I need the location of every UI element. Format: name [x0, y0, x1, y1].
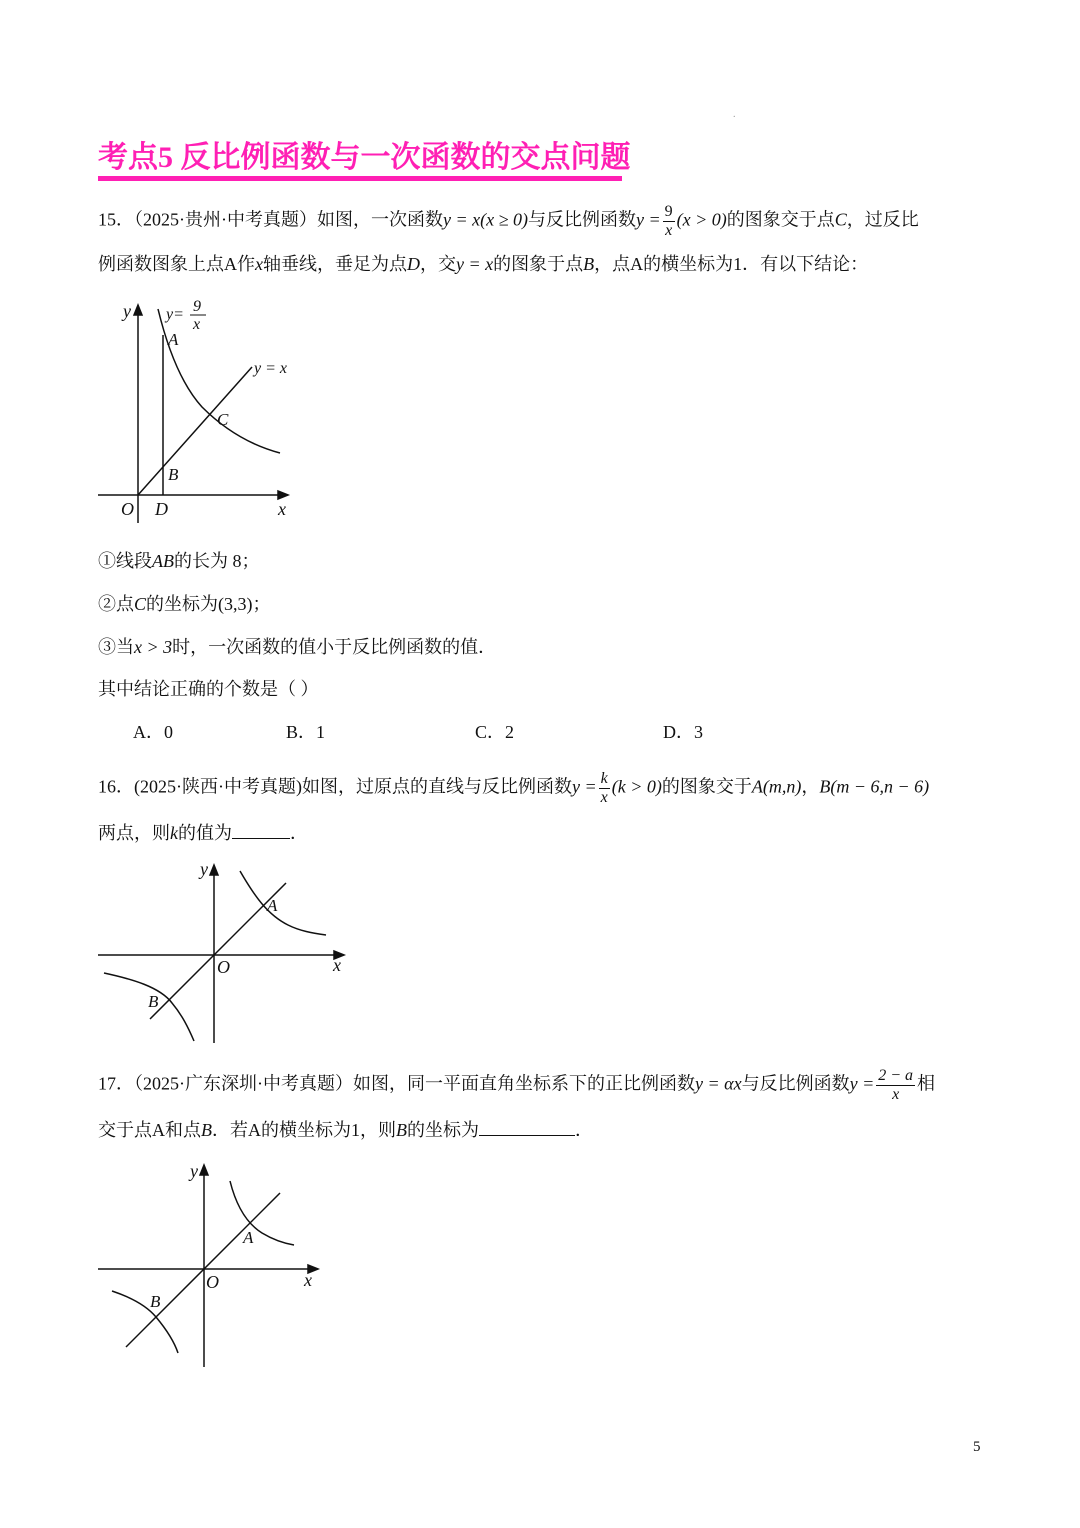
label-y: y — [123, 301, 131, 321]
q16-figure — [90, 855, 350, 1045]
section-title: 考点5 反比例函数与一次函数的交点问题 — [98, 141, 631, 174]
page-number: 5 — [973, 1439, 981, 1455]
q15-option-a[interactable]: A．0 — [133, 722, 173, 742]
label-curve-num: 9 — [193, 298, 201, 315]
label-A: A — [243, 1228, 254, 1247]
q15-conclusion-2: ②点C的坐标为(3,3)； — [98, 594, 271, 614]
q16-line1: 16．(2025·陕西·中考真题)如图，过原点的直线与反比例函数y = $\frac{k}{x}$ (k > 0)的图象交于A(m,n)，B(m − 6,n − 6) — [98, 770, 930, 806]
section-title-underline — [98, 176, 622, 181]
label-x: x — [304, 1270, 312, 1290]
label-y: y — [190, 1161, 198, 1181]
label-A: A — [168, 330, 179, 349]
line-y-equals-x — [138, 367, 252, 495]
q16-fraction: $\frac{k}{x}$ — [600, 770, 608, 806]
line-through-origin — [150, 883, 286, 1019]
y-axis-arrow — [200, 1165, 208, 1175]
label-x: x — [333, 955, 341, 975]
label-curve-pre: y= — [166, 306, 184, 323]
label-C: C — [217, 410, 229, 429]
q15-option-d[interactable]: D．3 — [663, 722, 703, 742]
x-axis-arrow — [278, 491, 288, 499]
label-line-eq: y = x — [254, 360, 287, 377]
label-curve-den: x — [193, 316, 201, 333]
label-A: A — [267, 896, 278, 915]
q15-formula-pre: y = — [635, 209, 661, 230]
label-B: B — [148, 992, 159, 1011]
curve-quadrant-1 — [230, 1181, 294, 1245]
y-axis-arrow — [210, 865, 218, 875]
label-x: x — [278, 499, 286, 519]
q15-line2: 例函数图象上点A作x轴垂线，垂足为点D，交y = x的图象于点B，点A的横坐标为1．有以下结论： — [98, 254, 869, 274]
q15-option-c[interactable]: C．2 — [475, 722, 515, 742]
curve-quadrant-3 — [112, 1291, 178, 1353]
label-O: O — [206, 1272, 219, 1292]
q17-fraction: $\frac{2 - a}{x}$ — [878, 1067, 914, 1103]
curve-quadrant-1 — [240, 871, 326, 935]
q17-figure — [90, 1155, 330, 1370]
label-B: B — [150, 1292, 161, 1311]
label-D: D — [155, 499, 168, 519]
y-axis-arrow — [134, 305, 142, 315]
label-O: O — [217, 957, 230, 977]
label-O: O — [121, 499, 134, 519]
label-B: B — [168, 465, 179, 484]
q15-figure — [90, 295, 300, 527]
q15-text: 15．（2025·贵州·中考真题）如图，一次函数 — [98, 209, 443, 230]
q15-fraction: $\frac{9}{x}$ — [664, 203, 673, 239]
line-through-origin — [126, 1193, 280, 1347]
q15-text: 与反比例函数 — [527, 209, 636, 230]
q17-line2: 交于点A和点B．若A的横坐标为1，则B的坐标为 ． — [98, 1117, 593, 1141]
q15-ask: 其中结论正确的个数是（ ） — [98, 679, 319, 699]
q15-formula-linear: y = x(x ≥ 0) — [443, 209, 528, 230]
q15-option-b[interactable]: B．1 — [286, 722, 326, 742]
q15-formula-domain: (x > 0) — [676, 209, 727, 230]
header-dot: . — [733, 109, 736, 120]
q16-line2: 两点，则k的值为 ． — [98, 820, 308, 844]
q17-answer-blank[interactable] — [479, 1117, 575, 1136]
q15-line1: 15．（2025·贵州·中考真题）如图，一次函数y = x(x ≥ 0)与反比例函数y = $\frac{9}{x}$ (x > 0)的图象交于点C，过反比 — [98, 203, 919, 239]
q17-line1: 17．（2025·广东深圳·中考真题）如图，同一平面直角坐标系下的正比例函数y = αx与反比例函数y = $\frac{2 - a}{x}$ 相 — [98, 1067, 936, 1103]
q16-answer-blank[interactable] — [232, 820, 290, 839]
q15-conclusion-3: ③当x > 3时，一次函数的值小于反比例函数的值． — [98, 637, 497, 657]
q15-conclusion-1: ①线段AB的长为 8； — [98, 551, 260, 571]
label-y: y — [200, 859, 208, 879]
